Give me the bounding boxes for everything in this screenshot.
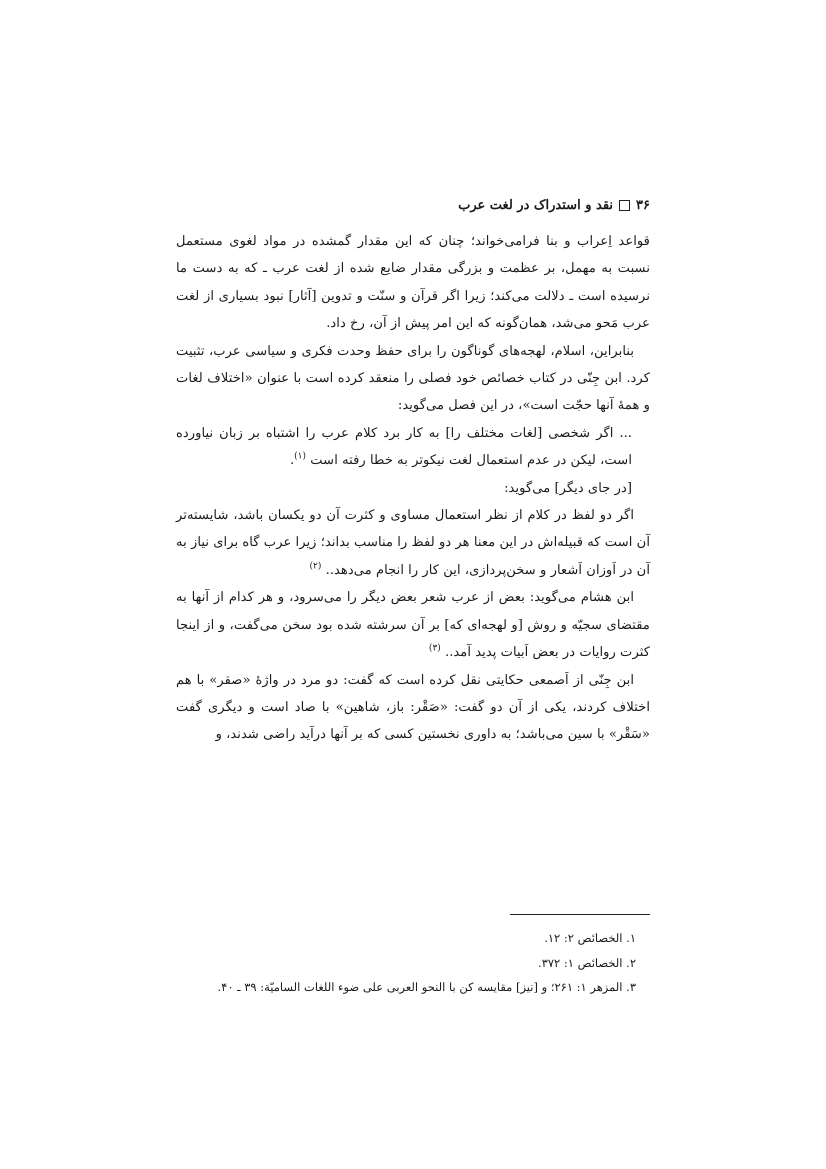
quote-2 (176, 502, 650, 584)
quote-1: ... اگر شخصی [لغات مختلف را] به کار برد کلام عرب را اشتباه بر زبان نیاورده است، لیکن در عدم استعمال لغت نیکوتر به خطا رفته است $^{(۱)}$. (176, 425, 632, 469)
footnote-2: ۲. الخصائص ۱: ۳۷۲. (538, 955, 636, 970)
header-square-icon (619, 200, 630, 211)
footnote-3: ۳. المزهر ۱: ۲۶۱؛ و [نیز] مقایسه کن با النحو العربی علی ضوء اللغات السامیّة: ۳۹ ـ ۴۰. (217, 980, 636, 994)
running-header (176, 198, 650, 213)
quote-2-text: اگر دو لفظ در کلام از نظر استعمال مساوی و کثرت آن دو یکسان باشد، شایسته‌تر آن است که قبیله‌اش در این معنا هر دو لفظ را مناسب بداند؛ زیرا عرب گاه برای نیاز به آن در اَوزان اَشعار و سخن‌پردازی، این کار را انجام می‌دهد.. (176, 508, 650, 578)
page-number: ۳۶ (636, 198, 650, 213)
footnotes (176, 926, 650, 1000)
footnote-ref-2: (۲) (309, 561, 322, 572)
footnote-1: ۱. الخصائص ۲: ۱۲. (544, 931, 636, 945)
paragraph-7: ابن جِنّی از اَصمعی حکایتی نقل کرده است که گفت: دو مرد در واژهٔ «صقر» با هم اختلاف کردند، یکی از آن دو گفت: «صَقْر: باز، شاهین» با صاد است و دیگری گفت «سَقْر» با سین می‌باشد؛ به داوری نخستین کسی که بر آنها درآید راضی شدند، و (176, 672, 650, 743)
paragraph-2: بنابراین، اسلام، لهجه‌های گوناگون را برای حفظ وحدت فکری و سیاسی عرب، تثبیت کرد. ابن جِنّی در کتاب خصائص خود فصلی را منعقد کرده است با عنوان «اختلاف لغات و همهٔ آنها حجّت است»، در این فصل می‌گوید: (176, 343, 650, 414)
body-text (176, 228, 650, 749)
paragraph-1: قواعد اِعراب و بنا فرامی‌خواند؛ چنان که این مقدار گمشده در مواد لغوی مستعمل نسبت به مهمل، بر عظمت و بزرگی مقدار ضایع شده از لغت عرب ـ که به دست ما نرسیده است ـ دلالت می‌کند؛ زیرا اگر قرآن و سنّت و تدوین [آثار] نبود بسیاری از لغت عرب مَحو می‌شد، همان‌گونه که این امر پیش از آن، رخ داد. (176, 234, 650, 332)
running-title: نقد و استدراک در لغت عرب (458, 198, 614, 213)
paragraph-4: [در جای دیگر] می‌گوید: (504, 480, 632, 496)
paragraph-6-text: ابن هشام می‌گوید: بعض از عرب شعر بعض دیگر را می‌سرود، و هر کدام از آنها به مقتضای سجیّه و روش [و لهجه‌ای که] بر آن سرشته شده بود سخن می‌گفت، و از اینجا کثرت روایات در بعض اَبیات پدید آمد.. (176, 590, 650, 661)
footnote-ref-3: (۳) (428, 643, 441, 654)
paragraph-6 (176, 584, 650, 666)
footnote-ref-1: (۱) (294, 451, 307, 462)
quote-1-text: ... اگر شخصی [لغات مختلف را] به کار برد کلام عرب را اشتباه بر زبان نیاورده است، لیکن در عدم استعمال لغت نیکوتر به خطا رفته است (176, 425, 632, 469)
footnote-divider (510, 914, 650, 915)
